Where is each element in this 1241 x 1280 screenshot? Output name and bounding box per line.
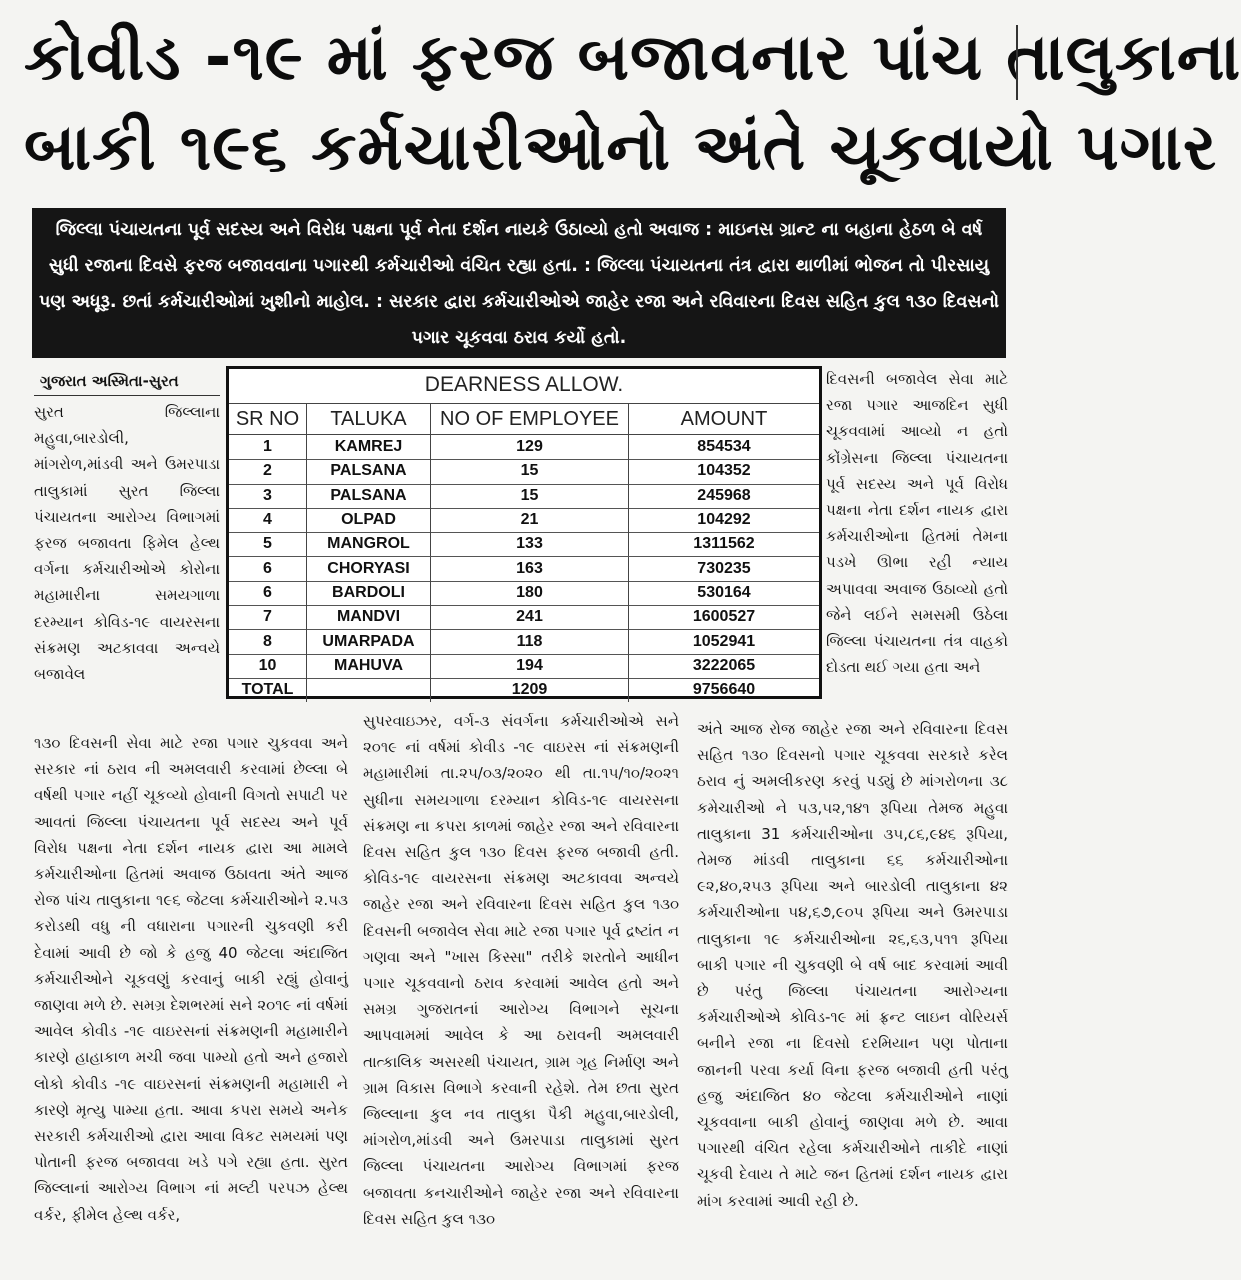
cell-sr-no: 6	[229, 557, 307, 581]
cell-employees: 15	[431, 459, 629, 483]
cell-taluka: PALSANA	[307, 484, 431, 508]
cell-sr-no: 1	[229, 435, 307, 459]
cell-taluka: UMARPADA	[307, 629, 431, 653]
cell-amount: 104292	[697, 511, 751, 529]
cell-sr-no: 5	[229, 532, 307, 556]
cell-employees: 21	[431, 508, 629, 532]
total-amount: 9756640	[692, 681, 756, 699]
cell-taluka: PALSANA	[307, 459, 431, 483]
table-row	[229, 605, 819, 630]
column-3-bottom	[697, 716, 1008, 1214]
cell-amount: 1600527	[692, 608, 756, 626]
cell-sr-no: 10	[229, 654, 307, 678]
total-blank	[307, 678, 431, 702]
cell-taluka: KAMREJ	[307, 435, 431, 459]
cell-sr-no: 8	[229, 629, 307, 653]
column-1-bottom	[34, 730, 348, 1228]
column-1-bottom-text: ૧૩૦ દિવસની સેવા માટે રજા પગાર ચુકવવા અને સરકાર નાં ઠરાવ ની અમલવારી કરવામાં છેલ્લા બે વર્ષથી પગાર નહીં ચૂકવ્યો હોવાની વિગતો સપાટી પર આવતાં જિલ્લા પંચાયતના પૂર્વ સદસ્ય અને પૂર્વ વિરોધ પક્ષના નેતા દર્શન નાયક દ્વારા આ મામલે કર્મચારીઓના હિતમાં અવાજ ઉઠાવતા અંતે આજ રોજ પાંચ તાલુકાના ૧૯૬ જેટલા કર્મચારીઓને ૨.૫૩ કરોડથી વધુ ની વધારાના પગારની ચુકવણી કરી દેવામાં આવી છે જો કે હજુ 40 જેટલા અંદાજિત કર્મચારીઓને ચૂકવણું કરવાનું બાકી રહ્યું હોવાનું જાણવા મળે છે. સમગ્ર દેશભરમાં સને ૨૦૧૯ નાં વર્ષમાં આવેલ કોવીડ -૧૯ વાઇરસનાં સંક્રમણની મહામારીને કારણે હાહાકાળ મચી જવા પામ્યો હતો અને હજારો લોકો કોવીડ -૧૯ વાઇરસનાં સંક્રમણની મહામારી ને કારણે મૃત્યુ પામ્યા હતા. આવા કપરા સમયે અનેક સરકારી કર્મચારીઓ દ્વારા આવા વિકટ સમયમાં પણ પોતાની ફરજ બજાવવા ખડે પગે રહ્યા હતા. સુરત જિલ્લાનાં આરોગ્ય વિભાગ નાં મલ્ટી પરપઝ હેલ્થ વર્કર, ફીમેલ હેલ્થ વર્કર,	[34, 734, 348, 1224]
cell-sr-no: 3	[229, 484, 307, 508]
cell-employees: 163	[431, 557, 629, 581]
table-row	[229, 581, 819, 606]
header-taluka: TALUKA	[307, 404, 431, 434]
cell-sr-no: 2	[229, 459, 307, 483]
cell-taluka: MANDVI	[307, 605, 431, 629]
dearness-allowance-table	[226, 366, 822, 699]
cell-employees: 180	[431, 581, 629, 605]
table-row	[229, 508, 819, 533]
cell-sr-no: 6	[229, 581, 307, 605]
cell-sr-no: 7	[229, 605, 307, 629]
cell-employees: 129	[431, 435, 629, 459]
table-row	[229, 459, 819, 484]
column-1-top-text: સુરત જિલ્લાના મહુવા,બારડોલી, માંગરોળ,માંડવી અને ઉમરપાડા તાલુકામાં સુરત જિલ્લા પંચાયતના આરોગ્ય વિભાગમાં ફરજ બજાવતા ફિમેલ હેલ્થ વર્ગના કર્મચારીઓએ કોરોના મહામારીના સમયગાળા દરમ્યાન કોવિડ-૧૯ વાયરસના સંક્રમણ અટકાવવા અન્વયે બજાવેલ	[34, 403, 220, 684]
table-row	[229, 654, 819, 679]
cell-amount: 1052941	[692, 632, 756, 650]
cell-amount: 530164	[697, 583, 751, 601]
table-title: DEARNESS ALLOW.	[424, 373, 624, 396]
table-row	[229, 484, 819, 509]
cell-amount: 730235	[697, 559, 751, 577]
cell-employees: 194	[431, 654, 629, 678]
cell-taluka: MAHUVA	[307, 654, 431, 678]
byline-divider	[34, 395, 220, 396]
column-2	[363, 708, 679, 1232]
cell-taluka: OLPAD	[307, 508, 431, 532]
table-row	[229, 629, 819, 654]
column-3-top	[826, 366, 1008, 680]
cell-employees: 133	[431, 532, 629, 556]
subheadline-box: જિલ્લા પંચાયતના પૂર્વ સદસ્ય અને વિરોધ પક્ષના પૂર્વ નેતા દર્શન નાયકે ઉઠાવ્યો હતો અવાજ : માઇનસ ગ્રાન્ટ ના બહાના હેઠળ બે વર્ષ સુધી રજાના દિવસે ફરજ બજાવવાના પગારથી કર્મચારીઓ વંચિત રહ્યા હતા. : જિલ્લા પંચાયતના તંત્ર દ્વારા થાળીમાં ભોજન તો પીરસાયુ પણ અધૂરૂ. છતાં કર્મચારીઓમાં ખુશીનો માહોલ. : સરકાર દ્વારા કર્મચારીઓએ જાહેર રજા અને રવિવારના દિવસ સહિત કુલ ૧૩૦ દિવસનો પગાર ચૂકવવા ઠરાવ કર્યો હતો.	[32, 208, 1006, 358]
cell-amount: 104352	[697, 462, 751, 480]
header-employees: NO OF EMPLOYEE	[431, 404, 629, 434]
table-total-row	[229, 678, 819, 702]
cell-amount: 245968	[697, 486, 751, 504]
cell-employees: 118	[431, 629, 629, 653]
table-row	[229, 435, 819, 460]
cell-taluka: CHORYASI	[307, 557, 431, 581]
column-3-bottom-text: અંતે આજ રોજ જાહેર રજા અને રવિવારના દિવસ સહિત ૧૩૦ દિવસનો પગાર ચૂકવવા સરકારે કરેલ ઠરાવ નું અમલીકરણ કરવું પડ્યું છે માંગરોળના ૩૮ કમેચારીઓ ને ૫૩,૫૨,૧૪૧ રૂપિયા તેમજ મહુવા તાલુકાના 31 કર્મચારીઓના ૩૫,૮૬,૯૪૬ રૂપિયા, તેમજ માંડવી તાલુકાના ૬૬ કર્મચારીઓના ૯૨,૪૦,૨૫૩ રૂપિયા અને બારડોલી તાલુકાના ૪૨ કર્મચારીઓના ૫૪,૬૭,૯૦૫ રૂપિયા અને ઉમરપાડા તાલુકાના ૧૯ કર્મચારીઓના ૨૬,૬૩,૫૧૧ રૂપિયા બાકી પગાર ની ચુકવણી બે વર્ષ બાદ કરવામાં આવી છે પરંતુ જિલ્લા પંચાયતના આરોગ્યના કર્મચારીઓએ કોવિડ-૧૯ માં ફ્રન્ટ લાઇન વોરિયર્સ બનીને રજા ના દિવસો દરમિયાન પણ પોતાના જાનની પરવા કર્યા વિના ફરજ બજાવી હતી પરંતુ હજુ અંદાજિત ૪૦ જેટલા કર્મચારીઓને નાણાં ચૂકવવાના બાકી હોવાનું જાણવા મળે છે. આવા પગારથી વંચિત રહેલા કર્મચારીઓને તાકીદે નાણાં ચૂકવી દેવાય તે માટે જન હિતમાં દર્શન નાયક દ્વારા માંગ કરવામાં આવી રહી છે.	[697, 720, 1008, 1210]
total-label: TOTAL	[229, 678, 307, 702]
cell-sr-no: 4	[229, 508, 307, 532]
column-2-text: સુપરવાઇઝર, વર્ગ-૩ સંવર્ગના કર્મચારીઓએ સને ૨૦૧૯ નાં વર્ષમાં કોવીડ -૧૯ વાઇરસ નાં સંક્રમણની મહામારીમાં તા.૨૫/૦૩/૨૦૨૦ થી તા.૧૫/૧૦/૨૦૨૧ સુધીના સમયગાળા દરમ્યાન કોવિડ-૧૯ વાયરસના સંક્રમણ ના કપરા કાળમાં જાહેર રજા અને રવિવારના દિવસ સહિત કુલ ૧૩૦ દિવસ ફરજ બજાવી હતી. કોવિડ-૧૯ વાયરસના સંક્રમણ અટકાવવા અન્વયે જાહેર રજા અને રવિવારના દિવસ સહિત કુલ ૧૩૦ દિવસની બજાવેલ સેવા માટે રજા પગાર પૂર્વ દ્રષ્ટાંત ન ગણવા અને "ખાસ કિસ્સા" તરીકે શરતોને આધીન પગાર ચૂકવવાનો ઠરાવ કરવામાં આવેલ હતો અને સમગ્ર ગુજરાતનાં આરોગ્ય વિભાગને સૂચના આપવામમાં આવેલ કે આ ઠરાવની અમલવારી તાત્કાલિક અસરથી પંચાયત, ગ્રામ ગૃહ નિર્માણ અને ગ્રામ વિકાસ વિભાગે કરવાની રહેશે. તેમ છતા સુરત જિલ્લાના કુલ નવ તાલુકા પૈકી મહુવા,બારડોલી, માંગરોળ,માંડવી અને ઉમરપાડા તાલુકામાં સુરત જિલ્લા પંચાયતના આરોગ્ય વિભાગમાં ફરજ બજાવતા કનચારીઓને જાહેર રજા અને રવિવારના દિવસ સહિત કુલ ૧૩૦	[363, 712, 679, 1228]
header-sr-no: SR NO	[229, 404, 307, 434]
cell-taluka: MANGROL	[307, 532, 431, 556]
column-1-top	[34, 399, 220, 687]
headline-line-2: બાકી ૧૯૬ કર્મચારીઓનો અંતે ચૂકવાયો પગાર	[24, 111, 1218, 185]
header-amount: AMOUNT	[680, 407, 768, 430]
cell-employees: 15	[431, 484, 629, 508]
page-edge-mark	[1016, 25, 1032, 100]
cell-taluka: BARDOLI	[307, 581, 431, 605]
cell-amount: 854534	[697, 438, 751, 456]
column-3-top-text: દિવસની બજાવેલ સેવા માટે રજા પગાર આજદિન સુધી ચૂકવવામાં આવ્યો ન હતો કોંગ્રેસના જિલ્લા પંચાયતના પૂર્વ સદસ્ય અને પૂર્વ વિરોધ પક્ષના નેતા દર્શન નાયક દ્વારા કર્મચારીઓના હિતમાં તેમના પડખે ઊભા રહી ન્યાય અપાવવા અવાજ ઉઠાવ્યો હતો જેને લઈને સમસમી ઉઠેલા જિલ્લા પંચાયતના તંત્ર વાહકો દોડતા થઈ ગયા હતા અને	[826, 370, 1008, 677]
headline-line-1: કોવીડ -૧૯ માં ફરજ બજાવનાર પાંચ તાલુકાના	[24, 21, 1241, 95]
table-row	[229, 557, 819, 582]
cell-amount: 1311562	[693, 535, 755, 553]
cell-amount: 3222065	[692, 656, 756, 674]
table-row	[229, 532, 819, 557]
headline-block	[0, 0, 1241, 205]
cell-employees: 241	[431, 605, 629, 629]
byline: ગુજરાત અસ્મિતા-સુરત	[40, 372, 179, 390]
total-employees: 1209	[431, 678, 629, 702]
table-header-row	[229, 403, 819, 435]
